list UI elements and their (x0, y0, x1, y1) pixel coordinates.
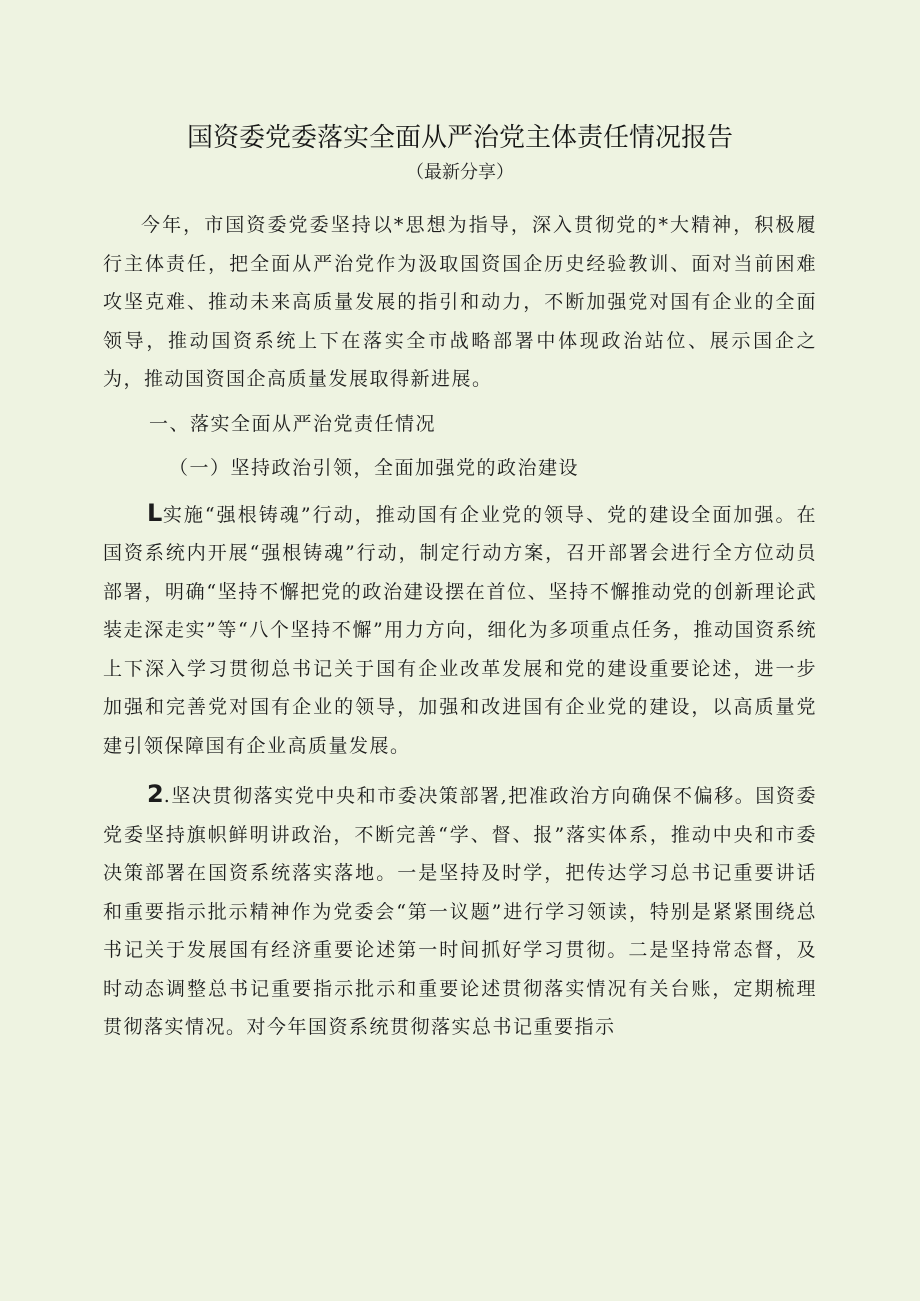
document-body (103, 206, 817, 1047)
section-heading-1: 一、落实全面从严治党责任情况 (149, 412, 437, 435)
subsection-heading-1: （一）坚持政治引领，全面加强党的政治建设 (169, 457, 580, 479)
document-subtitle: （最新分享） (406, 162, 514, 183)
intro-paragraph: 今年，市国资委党委坚持以*思想为指导，深入贯彻党的*大精神，积极履行主体责任，把全面从严治党作为汲取国资国企历史经验教训、面对当前困难攻坚克难、推动未来高质量发展的指引和动力，不断加强党对国有企业的全面领导，推动国资系统上下在落实全市战略部署中体现政治站位、展示国企之为，推动国资国企高质量发展取得新进展。 (103, 214, 817, 390)
item-2-paragraph (103, 775, 817, 1047)
item-1-text: 实施“强根铸魂”行动，推动国有企业党的领导、党的建设全面加强。在国资系统内开展“强根铸魂”行动，制定行动方案，召开部署会进行全方位动员部署，明确“坚持不懈把党的政治建设摆在首位、坚持不懈推动党的创新理论武装走深走实”等“八个坚持不懈”用力方向，细化为多项重点任务，推动国资系统上下深入学习贯彻总书记关于国有企业改革发展和党的建设重要论述，进一步加强和完善党对国有企业的领导，加强和改进国有企业党的建设，以高质量党建引领保障国有企业高质量发展。 (103, 503, 817, 757)
item-2-marker: 2 (147, 780, 164, 808)
item-2-text: .坚决贯彻落实党中央和市委决策部署,把准政治方向确保不偏移。国资委党委坚持旗帜鲜明讲政治，不断完善“学、督、报”落实体系，推动中央和市委决策部署在国资系统落实落地。一是坚持及时学，把传达学习总书记重要讲话和重要指示批示精神作为党委会“第一议题”进行学习领读，特别是紧紧围绕总书记关于发展国有经济重要论述第一时间抓好学习贯彻。二是坚持常态督，及时动态调整总书记重要指示批示和重要论述贯彻落实情况有关台账，定期梳理贯彻落实情况。对今年国资系统贯彻落实总书记重要指示 (103, 785, 817, 1038)
item-1-paragraph (103, 494, 817, 766)
item-1-marker: L (147, 498, 163, 527)
document-title: 国资委党委落实全面从严治党主体责任情况报告 (186, 123, 733, 153)
